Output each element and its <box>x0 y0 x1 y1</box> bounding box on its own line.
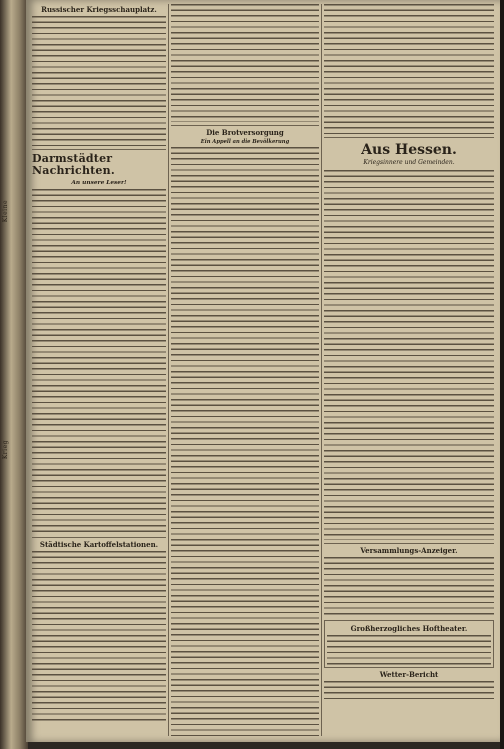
heading-hessen: Aus Hessen. <box>361 142 457 158</box>
page-edge <box>500 0 504 749</box>
newspaper-page <box>26 0 500 742</box>
text-block <box>171 4 319 122</box>
subheading-hessen: Kriegsinnere und Gemeinden. <box>363 159 455 166</box>
column-2 <box>171 4 319 736</box>
text-block <box>324 4 494 134</box>
heading-readers: An unsere Leser! <box>71 180 127 186</box>
column-1 <box>32 4 166 736</box>
book-spine <box>0 0 28 749</box>
theater-box <box>324 620 494 668</box>
spine-fragment: Krieg <box>2 440 9 460</box>
heading-weather: Wetter-Bericht <box>379 670 439 679</box>
text-block <box>32 16 166 146</box>
heading-potato: Städtische Kartoffelstationen. <box>39 540 159 549</box>
text-block <box>32 189 166 534</box>
text-block <box>171 147 319 736</box>
heading-meetings: Versammlungs-Anzeiger. <box>360 546 458 555</box>
text-block <box>327 635 491 665</box>
subheading-appeal: Ein Appell an die Bevölkerung <box>200 139 290 145</box>
column-rule <box>168 4 169 736</box>
column-rule <box>321 4 322 736</box>
text-block <box>324 557 494 617</box>
spine-fragment: Kleine <box>2 200 9 223</box>
text-block <box>324 170 494 540</box>
heading-darmstadt: Darmstädter Nachrichten. <box>32 152 115 177</box>
heading-bread: Die Brotversorgung <box>206 128 284 137</box>
text-block <box>324 681 494 699</box>
heading-theater: Großherzogliches Hoftheater. <box>350 624 468 633</box>
text-block <box>32 551 166 721</box>
column-3 <box>324 4 494 736</box>
heading-russian-front: Russischer Kriegsschauplatz. <box>41 5 157 14</box>
